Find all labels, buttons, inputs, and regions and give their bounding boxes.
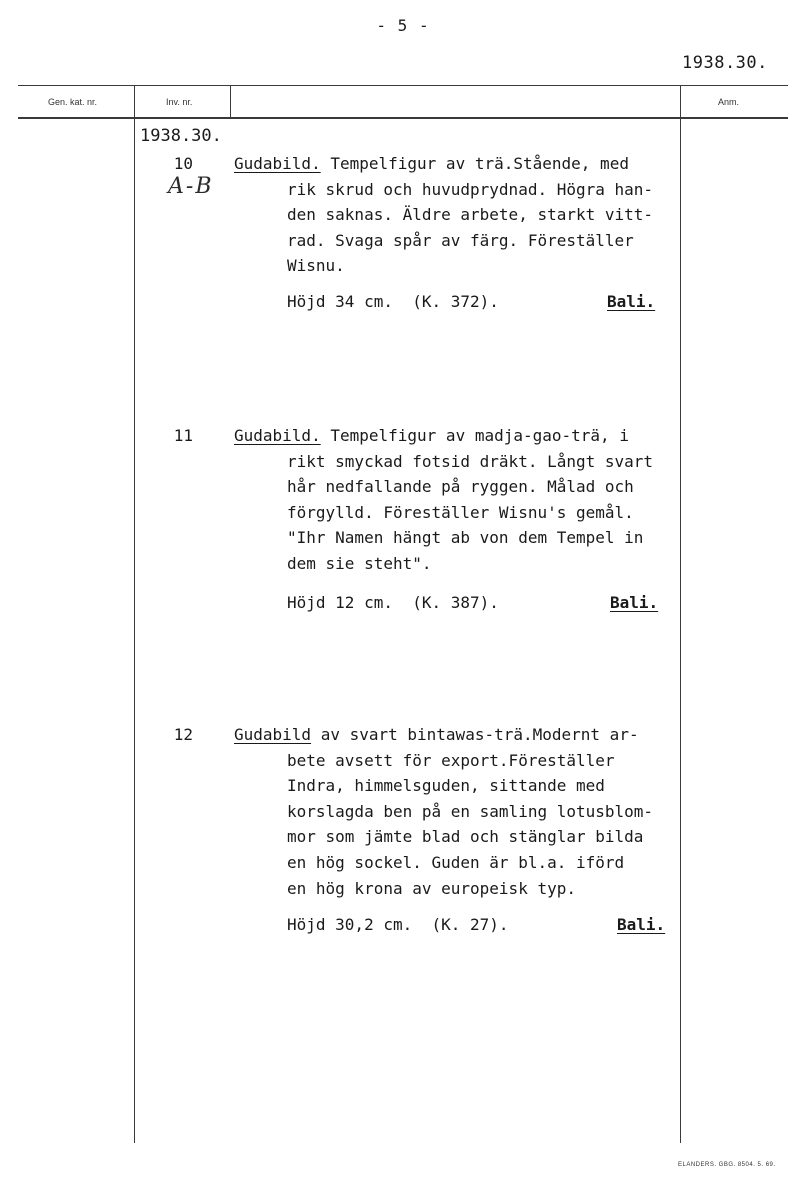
entry-place: Bali. [617, 915, 666, 934]
entry-first-line: Tempelfigur av trä.Stående, med [320, 154, 629, 173]
entry-description [234, 151, 679, 279]
column-header-anm: Anm. [718, 97, 740, 107]
entry-body: rikt smyckad fotsid dräkt. Långt svart hår nedfallande på ryggen. Målad och förgylld. Föreställer Wisnu's gemål. "Ihr Namen hängt ab von dem Tempel in dem sie steht". [287, 451, 654, 573]
accession-heading: 1938.30. [140, 126, 222, 146]
entry-place: Bali. [610, 593, 659, 612]
entry-inv-number: 10 [173, 154, 193, 173]
page-number: - 5 - [376, 16, 430, 35]
printer-footer: ELANDERS. GBG. 8504. 5. 69. [678, 1162, 776, 1168]
entry-height: Höjd 30,2 cm. (K. 27). [287, 915, 509, 934]
accession-number-top: 1938.30. [682, 53, 768, 73]
entry-title: Gudabild [234, 725, 312, 744]
handwritten-note: A-B [168, 174, 214, 199]
entry-inv-number: 12 [173, 725, 193, 744]
column-header-inv: Inv. nr. [166, 97, 193, 107]
entry-body: bete avsett för export.Föreställer Indra, himmelsguden, sittande med korslagda ben på en samling lotusblom- mor som jämte blad och stänglar bilda en hög sockel. Guden är bl.a. iförd en hög krona av europeisk typ. [287, 750, 654, 898]
column-divider-gen-inv [134, 85, 135, 1143]
entry-place: Bali. [607, 292, 656, 311]
entry-height: Höjd 34 cm. (K. 372). [287, 292, 499, 311]
entry-title: Gudabild. [234, 426, 321, 445]
column-divider-inv-text [230, 85, 231, 119]
column-divider-text-anm [680, 85, 681, 1143]
entry-title: Gudabild. [234, 154, 321, 173]
entry-description [234, 423, 679, 577]
entry-first-line: Tempelfigur av madja-gao-trä, i [320, 426, 629, 445]
entry-height: Höjd 12 cm. (K. 387). [287, 593, 499, 612]
column-header-gen-kat: Gen. kat. nr. [48, 97, 98, 107]
entry-body: rik skrud och huvudprydnad. Högra han- den saknas. Äldre arbete, starkt vitt- rad. Svaga spår av färg. Föreställer Wisnu. [287, 179, 654, 276]
entry-description [234, 722, 679, 901]
entry-first-line: av svart bintawas-trä.Modernt ar- [311, 725, 639, 744]
entry-inv-number: 11 [173, 426, 193, 445]
